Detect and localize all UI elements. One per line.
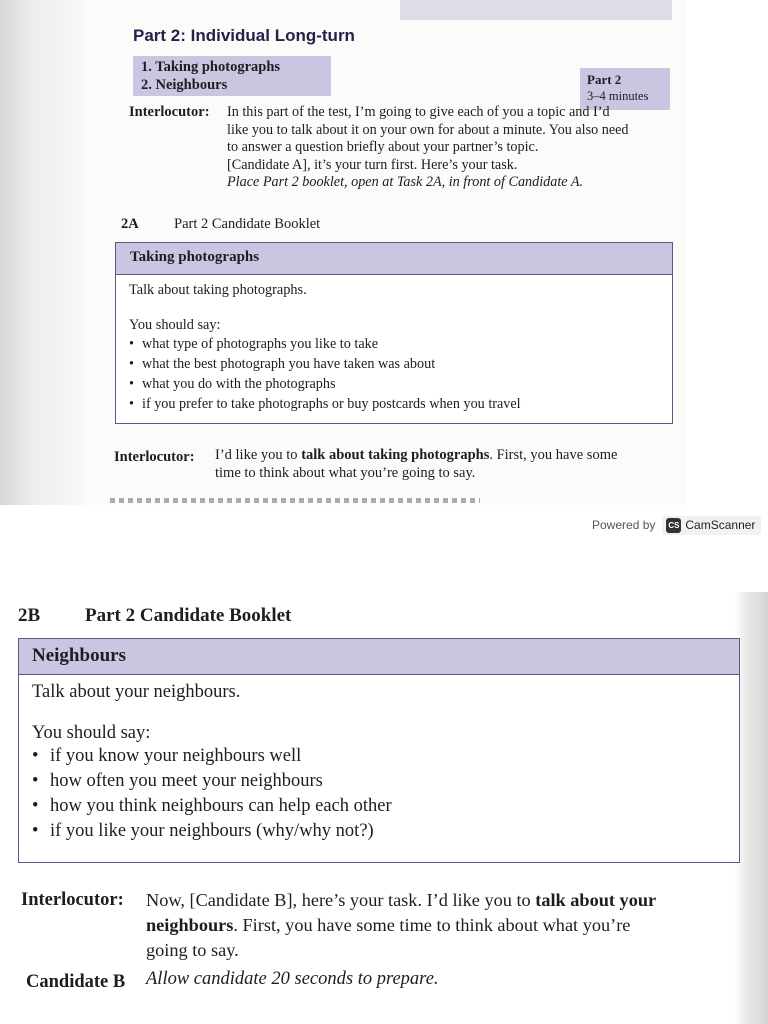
topic-item: 2. Neighbours [141,77,228,93]
interlocutor-task-a-speech [215,447,675,482]
powered-by-text: Powered by [592,518,656,532]
interlocutor-label: Interlocutor: [21,890,124,910]
list-item: • what you do with the photographs [129,374,659,394]
interlocutor-label: Interlocutor: [129,104,210,120]
timing-duration: 3–4 minutes [587,89,649,103]
list-item: • if you prefer to take photographs or buy postcards when you travel [129,394,659,414]
list-item: • how you think neighbours can help each other [32,794,726,819]
speech-text: I’d like you to [215,447,302,463]
speech-text: . First, you have some time to think about what you’re [233,915,631,935]
task-a-intro: Talk about taking photographs. [129,282,307,298]
task-b-intro: Talk about your neighbours. [32,682,241,702]
booklet-a-label: Part 2 Candidate Booklet [174,216,321,232]
list-item: • how often you meet your neighbours [32,769,726,794]
speech-bold: neighbours [146,915,234,935]
task-a-title: Taking photographs [116,243,672,275]
task-box-a [115,242,673,424]
candidate-b-label: Candidate B [26,972,126,992]
page-binding-shadow [0,0,88,505]
camscanner-logo-icon: CS [666,518,681,533]
booklet-b-label: Part 2 Candidate Booklet [85,605,292,626]
speech-text: . First, you have some [489,447,618,463]
task-box-b [18,638,740,863]
candidate-b-instruction: Allow candidate 20 seconds to prepare. [146,969,439,989]
topics-box [133,56,331,96]
interlocutor-task-b-speech [146,888,726,963]
speech-line: like you to talk about it on your own for about a minute. You also need [227,121,629,138]
list-item: • if you know your neighbours well [32,744,726,769]
speech-line: going to say. [146,940,239,960]
camscanner-badge [662,516,761,535]
list-item: • what the best photograph you have taken was about [129,354,659,374]
top-page-scan [0,0,768,505]
examiner-instruction: Place Part 2 booklet, open at Task 2A, in front of Candidate A. [227,174,584,191]
speech-line: time to think about what you’re going to say. [215,464,476,481]
speech-bold: talk about taking photographs [301,447,490,463]
part-heading: Part 2: Individual Long-turn [133,26,355,45]
speech-line: In this part of the test, I’m going to give each of you a topic and I’d [227,104,610,120]
task-a-points [116,334,672,414]
topic-item: 1. Taking photographs [141,59,281,75]
task-b-title: Neighbours [19,639,739,675]
task-b-say-label: You should say: [32,723,151,743]
cut-off-text-line [110,498,480,503]
camscanner-watermark [592,513,762,537]
list-item: • if you like your neighbours (why/why not?) [32,819,726,844]
speech-line: to answer a question briefly about your partner’s topic. [227,139,539,156]
header-band [400,0,672,20]
task-b-points [19,744,739,844]
task-a-say-label: You should say: [129,317,221,333]
timing-part: Part 2 [587,72,622,87]
speech-line: [Candidate A], it’s your turn first. Here’s your task. [227,156,518,173]
speech-text: Now, [Candidate B], here’s your task. I’d like you to [146,890,536,910]
interlocutor-label: Interlocutor: [114,449,195,465]
booklet-b-code: 2B [18,605,41,626]
list-item: • what type of photographs you like to take [129,334,659,354]
camscanner-brand: CamScanner [685,518,756,532]
interlocutor-intro-speech [227,104,679,192]
speech-bold: talk about your [535,890,657,910]
booklet-a-code: 2A [121,216,139,232]
bottom-page-scan [0,592,768,1024]
